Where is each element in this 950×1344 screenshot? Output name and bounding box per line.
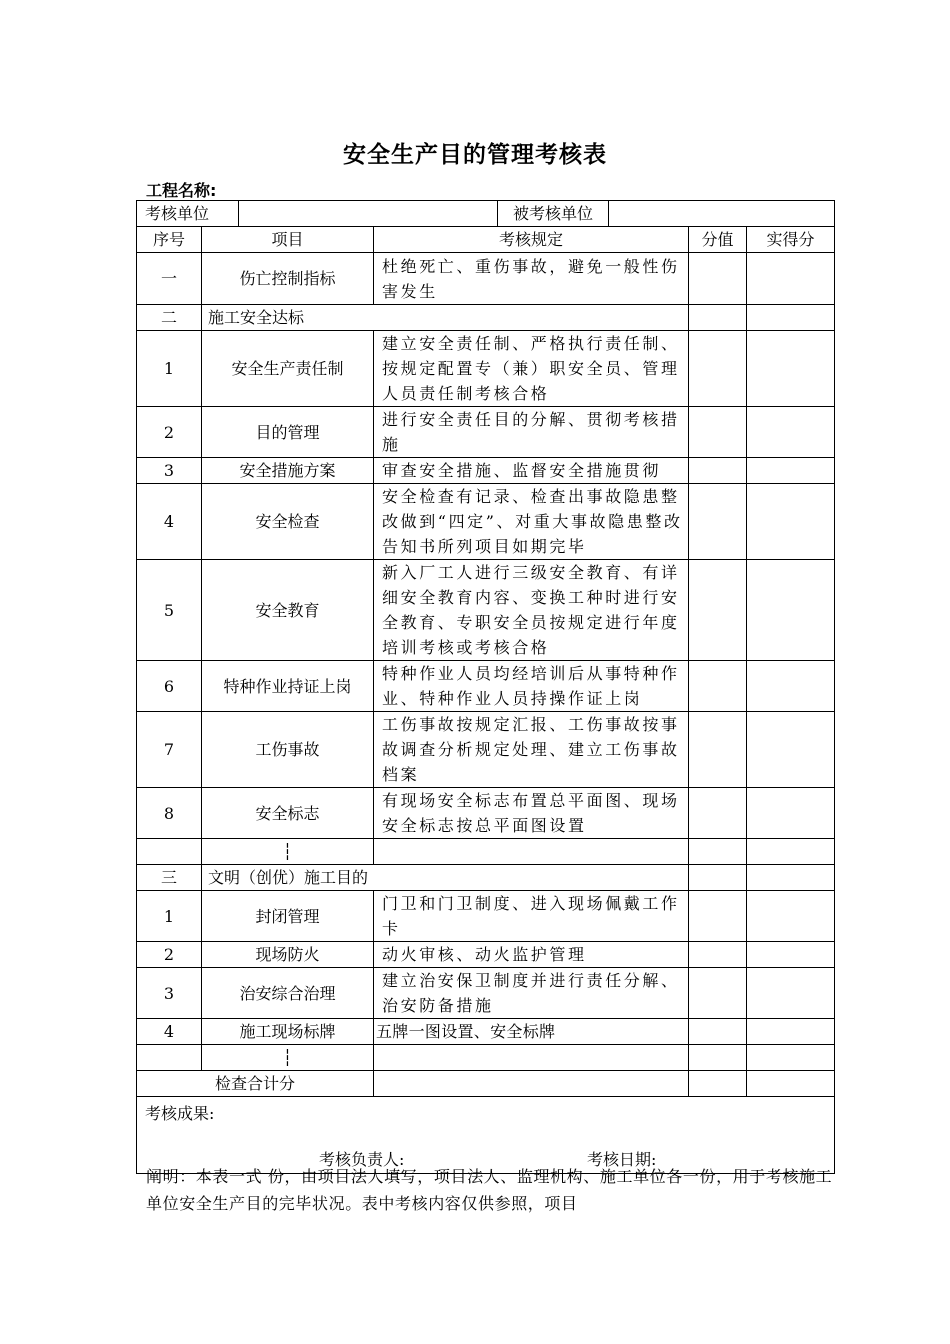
date-label: 考核日期: [587, 1150, 657, 1169]
row-score[interactable] [689, 712, 747, 788]
row-rule: 安全检查有记录、检查出事故隐患整改做到“四定”、对重大事故隐患整改告知书所列项目如期完毕 [374, 484, 689, 560]
row-item: ┆ [202, 839, 374, 865]
table-row [137, 253, 835, 305]
table-row [137, 331, 835, 407]
row-no [137, 1045, 202, 1071]
row-item: 安全措施方案 [202, 458, 374, 484]
table-row [137, 458, 835, 484]
row-rule [374, 1045, 689, 1071]
row-score[interactable] [689, 407, 747, 458]
col-no-header: 序号 [137, 227, 202, 253]
row-no: 5 [137, 560, 202, 661]
row-score[interactable] [689, 839, 747, 865]
row-got[interactable] [747, 788, 835, 839]
assessment-table [136, 200, 835, 1174]
col-rule-header: 考核规定 [374, 227, 689, 253]
col-score-header: 分值 [689, 227, 747, 253]
row-rule: 建立治安保卫制度并进行责任分解、治安防备措施 [374, 968, 689, 1019]
row-no: 3 [137, 968, 202, 1019]
total-score[interactable] [689, 1071, 747, 1097]
row-no: 1 [137, 331, 202, 407]
col-item-header: 项目 [202, 227, 374, 253]
row-got[interactable] [747, 458, 835, 484]
row-item: 安全教育 [202, 560, 374, 661]
row-item: 安全检查 [202, 484, 374, 560]
row-rule: 新入厂工人进行三级安全教育、有详细安全教育内容、变换工种时进行安全教育、专职安全员按规定进行年度培训考核或考核合格 [374, 560, 689, 661]
row-got[interactable] [747, 331, 835, 407]
table-row [137, 788, 835, 839]
row-score[interactable] [689, 788, 747, 839]
row-no: 6 [137, 661, 202, 712]
row-item: 工伤事故 [202, 712, 374, 788]
total-row [137, 1071, 835, 1097]
row-rule: 审查安全措施、监督安全措施贯彻 [374, 458, 689, 484]
row-score[interactable] [689, 484, 747, 560]
section-no: 三 [137, 865, 202, 891]
row-no: 2 [137, 942, 202, 968]
row-item: 安全标志 [202, 788, 374, 839]
row-no: 2 [137, 407, 202, 458]
row-got[interactable] [747, 968, 835, 1019]
row-rule: 五牌一图设置、安全标牌 [374, 1019, 689, 1045]
row-no: 7 [137, 712, 202, 788]
column-header-row [137, 227, 835, 253]
row-got[interactable] [747, 1045, 835, 1071]
row-item: 施工现场标牌 [202, 1019, 374, 1045]
table-row [137, 942, 835, 968]
row-item: 治安综合治理 [202, 968, 374, 1019]
unit-label: 考核单位 [137, 201, 239, 226]
table-row [137, 560, 835, 661]
row-rule: 有现场安全标志布置总平面图、现场安全标志按总平面图设置 [374, 788, 689, 839]
row-score[interactable] [689, 560, 747, 661]
row-score[interactable] [689, 331, 747, 407]
row-got[interactable] [747, 661, 835, 712]
table-row [137, 407, 835, 458]
row-got[interactable] [747, 1019, 835, 1045]
row-got[interactable] [747, 712, 835, 788]
responsible-label: 考核负责人: [319, 1150, 405, 1169]
row-rule: 动火审核、动火监护管理 [374, 942, 689, 968]
table-row [137, 839, 835, 865]
row-rule: 进行安全责任目的分解、贯彻考核措施 [374, 407, 689, 458]
row-score[interactable] [689, 968, 747, 1019]
row-item: 伤亡控制指标 [202, 253, 374, 305]
row-score[interactable] [689, 458, 747, 484]
table-row [137, 1019, 835, 1045]
row-no: 8 [137, 788, 202, 839]
row-no [137, 839, 202, 865]
row-rule: 建立安全责任制、严格执行责任制、按规定配置专（兼）职安全员、管理人员责任制考核合格 [374, 331, 689, 407]
section-title: 施工安全达标 [202, 305, 689, 331]
section-row [137, 865, 835, 891]
row-score[interactable] [689, 1019, 747, 1045]
row-score[interactable] [689, 1045, 747, 1071]
row-no: 1 [137, 891, 202, 942]
page-title: 安全生产目的管理考核表 [343, 142, 607, 168]
row-item: 特种作业持证上岗 [202, 661, 374, 712]
row-got[interactable] [747, 942, 835, 968]
unit-field[interactable] [239, 201, 498, 226]
row-got[interactable] [747, 253, 835, 305]
total-rule [374, 1071, 689, 1097]
note-text: 阐明：本表一式 份，由项目法人填写，项目法人、监理机构、施工单位各一份，用于考核施工单位安全生产目的完毕状况。表中考核内容仅供参照，项目 [146, 1167, 833, 1213]
row-score[interactable] [689, 865, 747, 891]
section-row [137, 305, 835, 331]
unit-row [137, 201, 835, 227]
row-score[interactable] [689, 942, 747, 968]
row-rule: 工伤事故按规定汇报、工伤事故按事故调查分析规定处理、建立工伤事故档案 [374, 712, 689, 788]
row-score[interactable] [689, 891, 747, 942]
row-no: 4 [137, 1019, 202, 1045]
row-got[interactable] [747, 560, 835, 661]
row-no: 3 [137, 458, 202, 484]
row-got[interactable] [747, 891, 835, 942]
row-score[interactable] [689, 305, 747, 331]
table-row [137, 712, 835, 788]
row-item: 目的管理 [202, 407, 374, 458]
table-row [137, 661, 835, 712]
section-title: 文明（创优）施工目的 [202, 865, 689, 891]
row-rule: 杜绝死亡、重伤事故，避免一般性伤害发生 [374, 253, 689, 305]
col-got-header: 实得分 [747, 227, 835, 253]
table-row [137, 484, 835, 560]
result-row [137, 1097, 835, 1174]
project-name-label: 工程名称: [146, 181, 217, 200]
row-rule: 特种作业人员均经培训后从事特种作业、特种作业人员持操作证上岗 [374, 661, 689, 712]
row-got[interactable] [747, 407, 835, 458]
row-no: 一 [137, 253, 202, 305]
table-row [137, 968, 835, 1019]
row-item: ┆ [202, 1045, 374, 1071]
section-no: 二 [137, 305, 202, 331]
row-item: 安全生产责任制 [202, 331, 374, 407]
table-row [137, 1045, 835, 1071]
row-got[interactable] [747, 305, 835, 331]
table-row [137, 891, 835, 942]
row-item: 现场防火 [202, 942, 374, 968]
row-rule [374, 839, 689, 865]
row-item: 封闭管理 [202, 891, 374, 942]
target-unit-field[interactable] [609, 201, 834, 226]
row-score[interactable] [689, 661, 747, 712]
row-got[interactable] [747, 484, 835, 560]
total-got[interactable] [747, 1071, 835, 1097]
row-rule: 门卫和门卫制度、进入现场佩戴工作卡 [374, 891, 689, 942]
row-got[interactable] [747, 839, 835, 865]
row-got[interactable] [747, 865, 835, 891]
result-label: 考核成果: [145, 1104, 215, 1123]
target-unit-label: 被考核单位 [498, 201, 609, 226]
row-no: 4 [137, 484, 202, 560]
total-label: 检查合计分 [137, 1071, 374, 1097]
row-score[interactable] [689, 253, 747, 305]
